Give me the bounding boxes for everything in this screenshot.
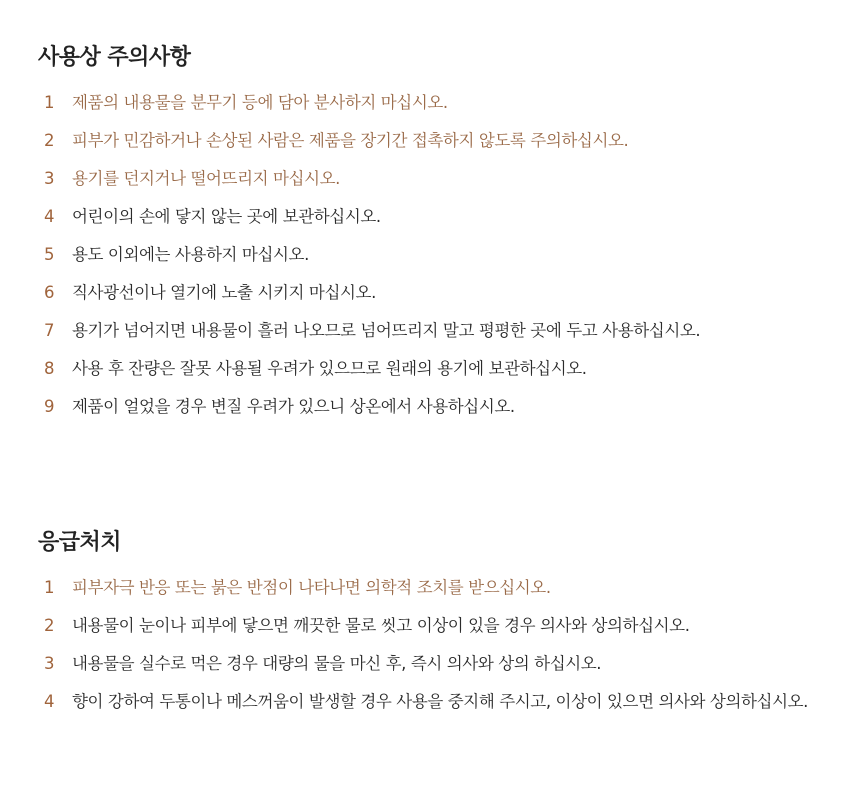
precaution-item-1 <box>38 90 818 116</box>
precaution-item-3 <box>38 166 818 192</box>
item-number: 3 <box>44 654 55 673</box>
first-aid-item-1 <box>38 575 818 601</box>
precautions-list <box>38 90 818 420</box>
item-number: 2 <box>44 131 55 150</box>
item-text: 직사광선이나 열기에 노출 시키지 마십시오. <box>72 283 376 302</box>
precaution-item-8 <box>38 356 818 382</box>
item-number: 2 <box>44 616 55 635</box>
item-number: 5 <box>44 245 55 264</box>
precaution-item-4 <box>38 204 818 230</box>
precaution-item-9 <box>38 394 818 420</box>
item-text: 피부가 민감하거나 손상된 사람은 제품을 장기간 접촉하지 않도록 주의하십시오. <box>72 131 629 150</box>
precaution-item-7 <box>38 318 818 344</box>
item-text: 용도 이외에는 사용하지 마십시오. <box>72 245 309 264</box>
item-number: 8 <box>44 359 55 378</box>
item-text: 제품의 내용물을 분무기 등에 담아 분사하지 마십시오. <box>72 93 448 112</box>
precautions-section <box>38 44 818 432</box>
precautions-title: 사용상 주의사항 <box>38 45 191 70</box>
first-aid-list <box>38 575 818 715</box>
item-text: 내용물을 실수로 먹은 경우 대량의 물을 마신 후, 즉시 의사와 상의 하십시오. <box>72 654 602 673</box>
item-text: 내용물이 눈이나 피부에 닿으면 깨끗한 물로 씻고 이상이 있을 경우 의사와 상의하십시오. <box>72 616 690 635</box>
item-number: 1 <box>44 93 55 112</box>
item-text: 향이 강하여 두통이나 메스꺼움이 발생할 경우 사용을 중지해 주시고, 이상이 있으면 의사와 상의하십시오. <box>72 692 809 711</box>
first-aid-section <box>38 529 818 727</box>
item-number: 6 <box>44 283 55 302</box>
first-aid-item-3 <box>38 651 818 677</box>
item-number: 7 <box>44 321 55 340</box>
item-number: 4 <box>44 692 55 711</box>
item-text: 피부자극 반응 또는 붉은 반점이 나타나면 의학적 조치를 받으십시오. <box>72 578 551 597</box>
item-text: 용기를 던지거나 떨어뜨리지 마십시오. <box>72 169 341 188</box>
item-text: 용기가 넘어지면 내용물이 흘러 나오므로 넘어뜨리지 말고 평평한 곳에 두고 사용하십시오. <box>72 321 701 340</box>
first-aid-title: 응급처치 <box>38 530 122 555</box>
item-text: 제품이 얼었을 경우 변질 우려가 있으니 상온에서 사용하십시오. <box>72 397 515 416</box>
precaution-item-2 <box>38 128 818 154</box>
item-number: 1 <box>44 578 55 597</box>
item-text: 사용 후 잔량은 잘못 사용될 우려가 있으므로 원래의 용기에 보관하십시오. <box>72 359 587 378</box>
precaution-item-5 <box>38 242 818 268</box>
first-aid-item-2 <box>38 613 818 639</box>
item-number: 9 <box>44 397 55 416</box>
item-text: 어린이의 손에 닿지 않는 곳에 보관하십시오. <box>72 207 381 226</box>
item-number: 4 <box>44 207 55 226</box>
item-number: 3 <box>44 169 55 188</box>
precaution-item-6 <box>38 280 818 306</box>
first-aid-item-4 <box>38 689 818 715</box>
